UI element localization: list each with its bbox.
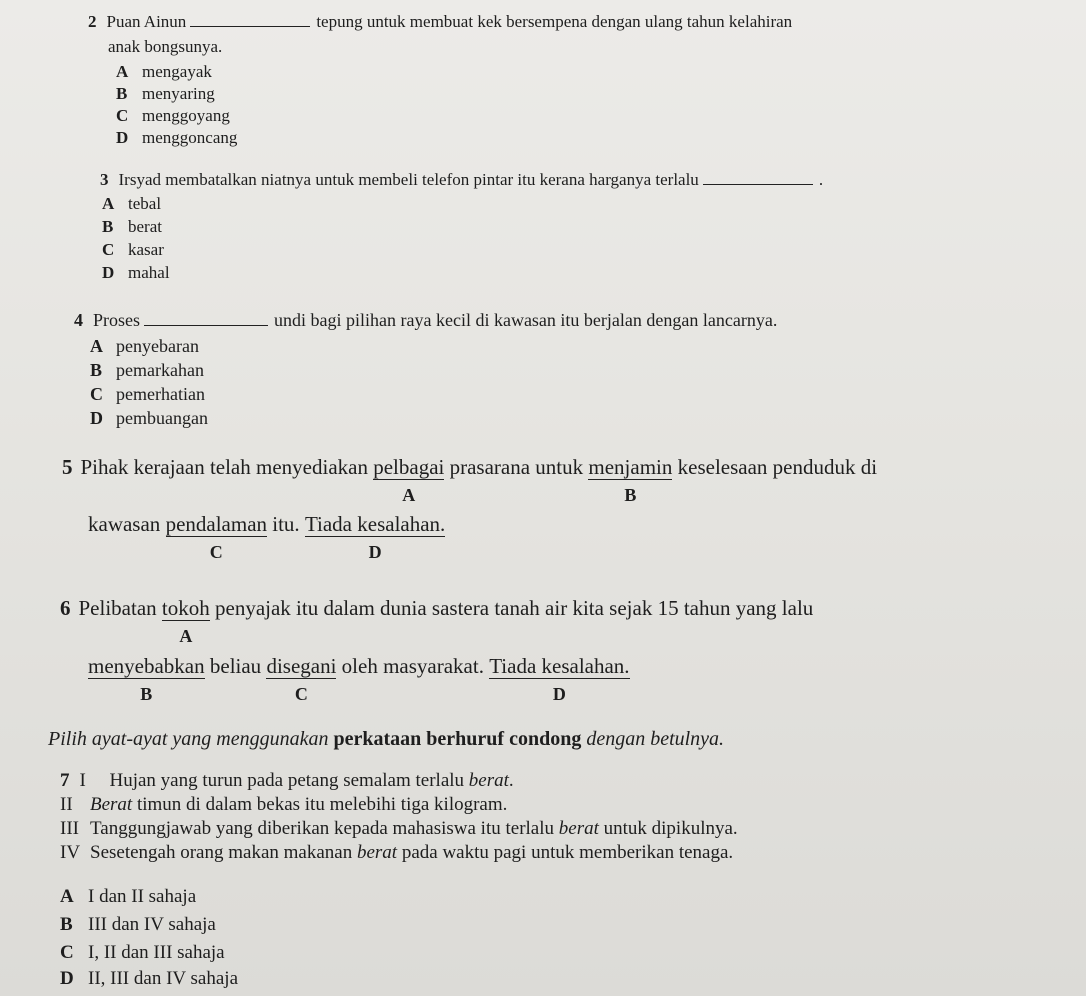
option-d: D II, III dan IV sahaja: [60, 968, 238, 989]
option-a: A mengayak: [116, 62, 212, 81]
option-c: C pemerhatian: [90, 384, 205, 404]
question-number: 3: [100, 170, 109, 189]
option-b: B III dan IV sahaja: [60, 914, 216, 935]
underlined-word-a: pelbagai A: [373, 455, 445, 505]
option-a: A penyebaran: [90, 336, 199, 356]
underlined-word-c: pendalaman C: [165, 512, 268, 562]
answer-blank: [190, 12, 310, 27]
underlined-word-d: Tiada kesalahan. D: [489, 654, 630, 704]
option-b: B pemarkahan: [90, 360, 204, 380]
answer-blank: [144, 311, 268, 326]
italic-word: berat: [356, 842, 398, 863]
label-c: C: [209, 542, 223, 562]
underlined-word-a: tokoh A: [161, 596, 210, 646]
question-6-line1: 6 Pelibatan tokoh A penyajak itu dalam dunia sastera tanah air kita sejak 15 tahun yang lalu: [60, 596, 814, 646]
option-b: B berat: [102, 217, 162, 236]
option-a: A I dan II sahaja: [60, 886, 197, 907]
question-number: 7: [60, 770, 70, 791]
option-a: A tebal: [102, 194, 162, 213]
statement-1: 7 I Hujan yang turun pada petang semalam terlalu berat.: [60, 770, 514, 791]
question-text-before: Puan Ainun: [106, 12, 187, 31]
section-instruction: Pilih ayat-ayat yang menggunakan perkataan berhuruf condong dengan betulnya.: [48, 728, 725, 750]
label-a: A: [179, 626, 193, 646]
option-d: D pembuangan: [90, 408, 208, 428]
option-c: C menggoyang: [116, 106, 230, 125]
statement-4: IV Sesetengah orang makan makanan berat pada waktu pagi untuk memberikan tenaga.: [60, 842, 734, 863]
question-number: 6: [60, 596, 71, 620]
question-text-after: undi bagi pilihan raya kecil di kawasan itu berjalan dengan lancarnya.: [274, 310, 778, 330]
question-number: 4: [74, 310, 83, 330]
underlined-word-c: disegani C: [266, 654, 337, 704]
answer-blank: [703, 170, 813, 185]
label-b: B: [140, 684, 153, 704]
option-b: B menyaring: [116, 84, 215, 103]
label-a: A: [402, 485, 416, 505]
question-number: 5: [62, 455, 73, 479]
underlined-word-b: menjamin B: [588, 455, 673, 505]
question-2-line2: anak bongsunya.: [108, 37, 223, 56]
option-d: D mahal: [102, 263, 170, 282]
statement-2: II Berat timun di dalam bekas itu melebihi tiga kilogram.: [60, 794, 508, 815]
option-c: C kasar: [102, 240, 164, 259]
option-d: D menggoncang: [116, 128, 238, 147]
instruction-emphasis: perkataan berhuruf condong: [333, 728, 582, 750]
underlined-word-d: Tiada kesalahan. D: [304, 512, 446, 562]
question-5-line1: 5 Pihak kerajaan telah menyediakan pelbagai A prasarana untuk menjamin B keselesaan penduduk di: [62, 455, 878, 505]
question-5-line2: kawasan pendalaman C itu. Tiada kesalahan. D: [88, 512, 446, 562]
label-d: D: [368, 542, 382, 562]
question-6-line2: menyebabkan B beliau disegani C oleh masyarakat. Tiada kesalahan. D: [88, 654, 630, 704]
italic-word: Berat: [90, 794, 133, 815]
label-b: B: [624, 485, 637, 505]
question-3: 3 Irsyad membatalkan niatnya untuk membeli telefon pintar itu kerana harganya terlalu .: [100, 170, 824, 189]
question-2: [88, 12, 792, 32]
italic-word: berat: [468, 770, 509, 791]
question-4: [74, 310, 777, 330]
label-c: C: [294, 684, 308, 704]
option-c: C I, II dan III sahaja: [60, 942, 225, 963]
question-text-before: Proses: [93, 310, 141, 330]
question-text: Irsyad membatalkan niatnya untuk membeli telefon pintar itu kerana harganya terlalu: [118, 170, 699, 189]
label-d: D: [552, 684, 566, 704]
statement-3: III Tanggungjawab yang diberikan kepada mahasiswa itu terlalu berat untuk dipikulnya.: [60, 818, 738, 839]
question-text-after: tepung untuk membuat kek bersempena dengan ulang tahun kelahiran: [316, 12, 793, 31]
underlined-word-b: menyebabkan B: [88, 654, 205, 704]
question-number: 2: [88, 12, 97, 31]
italic-word: berat: [558, 818, 599, 839]
